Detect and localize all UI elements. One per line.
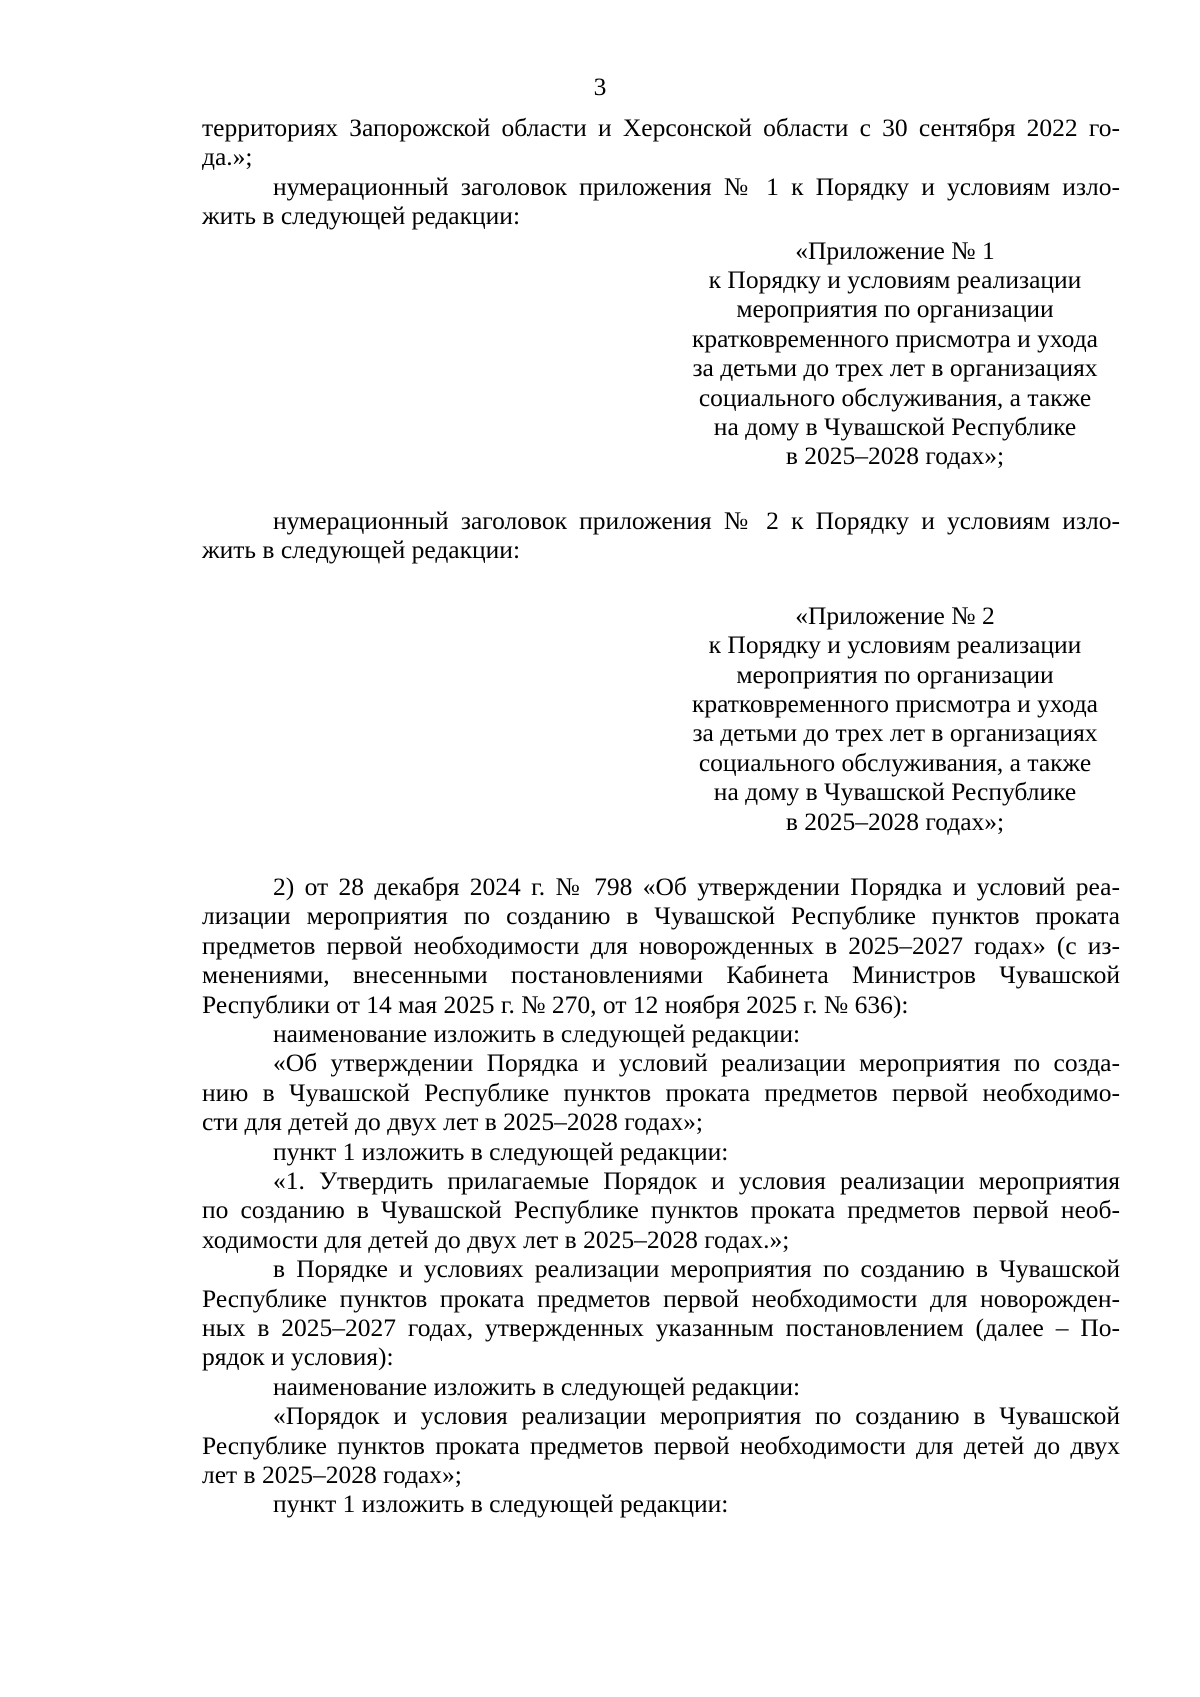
paragraph-new-procedure-title: [202, 1401, 1120, 1489]
document-body: [202, 113, 1120, 1519]
text-line: сти для детей до двух лет в 2025–2028 годах»;: [202, 1107, 703, 1137]
text-line: лизации мероприятия по созданию в Чувашской Республике пунктов проката: [202, 901, 1120, 931]
appendix-line: «Приложение № 2: [795, 600, 995, 630]
text-line: территориях Запорожской области и Херсонской области с 30 сентября 2022 го-: [202, 113, 1120, 142]
paragraph-title-change: [202, 1019, 1120, 1048]
text-line: нумерационный заголовок приложения № 1 к Порядку и условиям изло-: [273, 171, 1120, 201]
paragraph-resolution-798: [202, 872, 1120, 1019]
appendix-line: кратковременного присмотра и ухода: [691, 688, 1098, 718]
text-line: «1. Утвердить прилагаемые Порядок и условия реализации мероприятия: [273, 1166, 1120, 1195]
text-line: ходимости для детей до двух лет в 2025–2028 годах.»;: [202, 1224, 790, 1254]
text-line: пункт 1 изложить в следующей редакции:: [273, 1136, 729, 1166]
appendix-line: за детьми до трех лет в организациях: [692, 353, 1098, 383]
text-line: «Порядок и условия реализации мероприятия по созданию в Чувашской: [273, 1401, 1120, 1431]
paragraph-new-point-1: [202, 1166, 1120, 1254]
text-line: жить в следующей редакции:: [202, 201, 521, 231]
text-line: пункт 1 изложить в следующей редакции:: [273, 1489, 729, 1519]
text-line: ных в 2025–2027 годах, утвержденных указанным постановлением (далее – По-: [202, 1313, 1120, 1343]
appendix-line: социального обслуживания, а также: [698, 382, 1092, 412]
text-line: «Об утверждении Порядка и условий реализации мероприятия по созда-: [273, 1048, 1120, 1078]
text-line: лет в 2025–2028 годах»;: [202, 1460, 462, 1490]
paragraph-heading-appendix-1: [202, 172, 1120, 231]
appendix-line: к Порядку и условиям реализации: [708, 265, 1082, 295]
paragraph-heading-appendix-2: [202, 506, 1120, 565]
page-number: 3: [593, 72, 607, 101]
appendix-2-heading: [685, 601, 1105, 836]
paragraph-point-1-change-2: [202, 1489, 1120, 1518]
text-line: 2) от 28 декабря 2024 г. № 798 «Об утверждении Порядка и условий реа-: [273, 871, 1120, 901]
appendix-line: «Приложение № 1: [795, 235, 995, 265]
text-line: нумерационный заголовок приложения № 2 к Порядку и условиям изло-: [273, 505, 1120, 535]
appendix-line: к Порядку и условиям реализации: [708, 630, 1082, 660]
text-line: в Порядке и условиях реализации мероприятия по созданию в Чувашской: [273, 1254, 1120, 1284]
text-line: жить в следующей редакции:: [202, 535, 521, 565]
appendix-line: мероприятия по организации: [736, 659, 1054, 689]
text-line: Республики от 14 мая 2025 г. № 270, от 12 ноября 2025 г. № 636):: [202, 989, 909, 1019]
paragraph-territories-ending: [202, 113, 1120, 172]
text-line: рядок и условия):: [202, 1342, 394, 1372]
text-line: по созданию в Чувашской Республике пунктов проката предметов первой необ-: [202, 1195, 1120, 1225]
appendix-line: мероприятия по организации: [736, 294, 1054, 324]
paragraph-procedure-reference: [202, 1254, 1120, 1372]
appendix-line: на дому в Чувашской Республике: [713, 777, 1077, 807]
text-line: наименование изложить в следующей редакции:: [273, 1371, 801, 1401]
text-line: нию в Чувашской Республике пунктов проката предметов первой необходимо-: [202, 1077, 1120, 1107]
appendix-line: кратковременного присмотра и ухода: [691, 323, 1098, 353]
paragraph-new-title: [202, 1048, 1120, 1136]
appendix-line: социального обслуживания, а также: [698, 747, 1092, 777]
appendix-line: за детьми до трех лет в организациях: [692, 718, 1098, 748]
paragraph-point-1-change: [202, 1137, 1120, 1166]
appendix-line: в 2025–2028 годах»;: [785, 806, 1005, 836]
text-line: предметов первой необходимости для новорожденных в 2025–2027 годах» (с из-: [202, 930, 1120, 960]
text-line: Республике пунктов проката предметов первой необходимости для новорожден-: [202, 1283, 1120, 1313]
text-line: наименование изложить в следующей редакции:: [273, 1018, 801, 1048]
text-line: Республике пунктов проката предметов первой необходимости для детей до двух: [202, 1430, 1120, 1460]
text-line: да.»;: [202, 142, 253, 172]
appendix-1-heading: [685, 236, 1105, 471]
text-line: менениями, внесенными постановлениями Кабинета Министров Чувашской: [202, 960, 1120, 990]
appendix-line: в 2025–2028 годах»;: [785, 441, 1005, 471]
paragraph-title-change-2: [202, 1372, 1120, 1401]
appendix-line: на дому в Чувашской Республике: [713, 412, 1077, 442]
